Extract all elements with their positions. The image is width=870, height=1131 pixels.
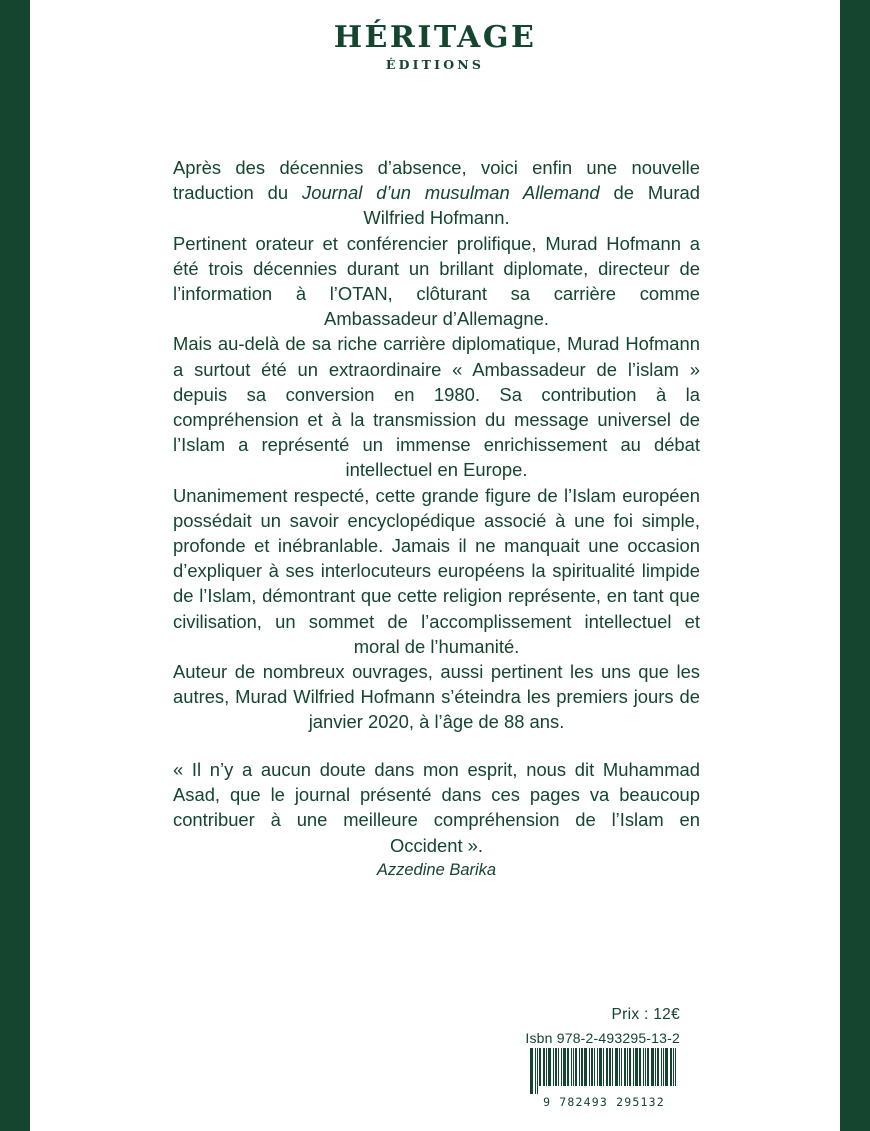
cover-left-band (0, 0, 30, 1131)
price-and-isbn (460, 1006, 680, 1046)
price-label: Prix : 12€ (611, 1006, 680, 1023)
blurb-p1-part1: Après des décennies d’absence, voici enfin une nouvelle traduction du (173, 157, 700, 204)
quote-text: « Il n’y a aucun doute dans mon esprit, nous dit Muhammad Asad, que le journal présenté dans ces pages va beaucoup contribuer à une meilleure compréhension de l’Islam en Occident ». (173, 759, 700, 856)
barcode (528, 1048, 680, 1110)
isbn-label: Isbn 978-2-493295-13-2 (525, 1030, 680, 1046)
barcode-bars (528, 1048, 680, 1094)
quote-attribution: Azzedine Barika (376, 860, 497, 879)
publisher-logo (30, 22, 840, 72)
cover-sheet (30, 0, 840, 1131)
blurb-text (173, 155, 700, 735)
cover-right-band (840, 0, 870, 1131)
publisher-subtitle: ÉDITIONS (385, 56, 485, 72)
blurb-paragraph-2: Pertinent orateur et conférencier prolifique, Murad Hofmann a été trois décennies durant un brillant diplomate, directeur de l’information à l’OTAN, clôturant sa carrière comme Ambassadeur d’Allemagne. (173, 232, 700, 330)
book-title-italic: Journal d’un musulman Allemand (302, 182, 600, 204)
publisher-name: HÉRITAGE (333, 20, 537, 55)
blurb-p1-part2: de Murad Wilfried Hofmann. (363, 182, 700, 229)
blurb-paragraph-1 (173, 155, 700, 231)
barcode-digits: 9 782493 295132 (543, 1095, 665, 1109)
blurb-paragraph-5: Auteur de nombreux ouvrages, aussi pertinent les uns que les autres, Murad Wilfried Hofmann s’éteindra les premiers jours de janvier 2020, à l’âge de 88 ans. (173, 661, 700, 733)
blurb-paragraph-4: Unanimement respecté, cette grande figure de l’Islam européen possédait un savoir encyclopédique associé à une foi simple, profonde et inébranlable. Jamais il ne manquait une occasion d’expliquer à ses interlocuteurs européens la spiritualité limpide de l’Islam, démontrant que cette religion représente, en tant que civilisation, un sommet de l’accomplissement intellectuel et moral de l’humanité. (173, 484, 700, 657)
quote-block (173, 757, 700, 883)
blurb-paragraph-3: Mais au-delà de sa riche carrière diplomatique, Murad Hofmann a surtout été un extraordinaire « Ambassadeur de l’islam » depuis sa conversion en 1980. Sa contribution à la compréhension et à la transmission du message universel de l’Islam a représenté un immense enrichissement au débat intellectuel en Europe. (173, 333, 700, 481)
